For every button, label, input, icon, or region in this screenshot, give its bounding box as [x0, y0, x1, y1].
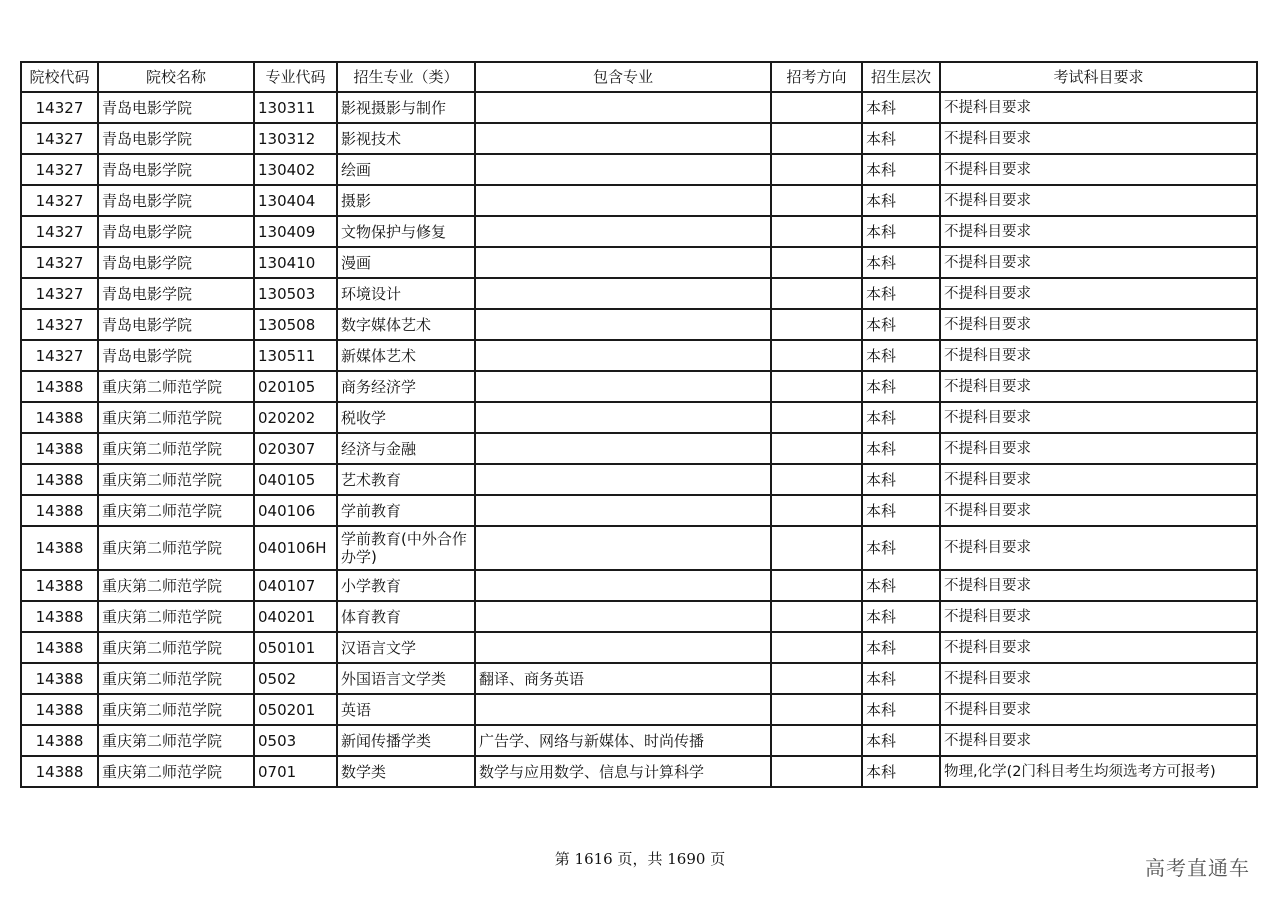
cell-subject-requirement: 不提科目要求 — [940, 92, 1257, 123]
cell-major-code: 020105 — [254, 371, 337, 402]
cell-major: 摄影 — [337, 185, 475, 216]
cell-major: 税收学 — [337, 402, 475, 433]
cell-direction — [771, 340, 862, 371]
table-body — [21, 92, 1257, 787]
cell-school-name: 青岛电影学院 — [98, 309, 254, 340]
cell-school-name: 青岛电影学院 — [98, 247, 254, 278]
cell-included-majors — [475, 247, 771, 278]
cell-subject-requirement: 不提科目要求 — [940, 570, 1257, 601]
cell-level: 本科 — [862, 756, 940, 787]
cell-subject-requirement: 不提科目要求 — [940, 663, 1257, 694]
cell-direction — [771, 570, 862, 601]
cell-school-code: 14327 — [21, 185, 98, 216]
cell-level: 本科 — [862, 402, 940, 433]
cell-direction — [771, 309, 862, 340]
cell-subject-requirement: 不提科目要求 — [940, 371, 1257, 402]
cell-major-code: 040201 — [254, 601, 337, 632]
cell-direction — [771, 154, 862, 185]
cell-included-majors — [475, 309, 771, 340]
cell-major: 汉语言文学 — [337, 632, 475, 663]
cell-major-code: 130311 — [254, 92, 337, 123]
cell-included-majors — [475, 340, 771, 371]
table-row — [21, 464, 1257, 495]
cell-level: 本科 — [862, 570, 940, 601]
header-subject-requirement: 考试科目要求 — [940, 62, 1257, 92]
cell-major-code: 050101 — [254, 632, 337, 663]
cell-major: 新媒体艺术 — [337, 340, 475, 371]
cell-major: 经济与金融 — [337, 433, 475, 464]
cell-school-code: 14388 — [21, 725, 98, 756]
cell-school-code: 14327 — [21, 154, 98, 185]
cell-major: 环境设计 — [337, 278, 475, 309]
cell-major: 外国语言文学类 — [337, 663, 475, 694]
cell-major-code: 0701 — [254, 756, 337, 787]
cell-major: 英语 — [337, 694, 475, 725]
header-level: 招生层次 — [862, 62, 940, 92]
cell-school-name: 重庆第二师范学院 — [98, 663, 254, 694]
cell-school-name: 重庆第二师范学院 — [98, 725, 254, 756]
cell-level: 本科 — [862, 632, 940, 663]
table-row — [21, 340, 1257, 371]
cell-subject-requirement: 不提科目要求 — [940, 185, 1257, 216]
cell-level: 本科 — [862, 154, 940, 185]
cell-subject-requirement: 不提科目要求 — [940, 309, 1257, 340]
cell-school-code: 14388 — [21, 632, 98, 663]
cell-major-code: 130402 — [254, 154, 337, 185]
cell-included-majors — [475, 570, 771, 601]
table-row — [21, 371, 1257, 402]
cell-school-code: 14327 — [21, 309, 98, 340]
cell-school-name: 重庆第二师范学院 — [98, 756, 254, 787]
cell-major: 影视技术 — [337, 123, 475, 154]
cell-included-majors — [475, 601, 771, 632]
cell-direction — [771, 663, 862, 694]
cell-included-majors — [475, 154, 771, 185]
cell-direction — [771, 92, 862, 123]
cell-direction — [771, 278, 862, 309]
cell-level: 本科 — [862, 495, 940, 526]
cell-major: 小学教育 — [337, 570, 475, 601]
table-row — [21, 216, 1257, 247]
page-number: 第 1616 页，共 1690 页 — [554, 850, 726, 868]
cell-included-majors — [475, 371, 771, 402]
cell-major-code: 020202 — [254, 402, 337, 433]
cell-school-name: 重庆第二师范学院 — [98, 570, 254, 601]
cell-included-majors: 数学与应用数学、信息与计算科学 — [475, 756, 771, 787]
cell-level: 本科 — [862, 340, 940, 371]
cell-school-code: 14327 — [21, 247, 98, 278]
cell-included-majors — [475, 433, 771, 464]
cell-major-code: 130511 — [254, 340, 337, 371]
cell-level: 本科 — [862, 725, 940, 756]
cell-school-name: 重庆第二师范学院 — [98, 601, 254, 632]
table-row — [21, 247, 1257, 278]
cell-level: 本科 — [862, 92, 940, 123]
cell-school-name: 重庆第二师范学院 — [98, 402, 254, 433]
cell-subject-requirement: 不提科目要求 — [940, 402, 1257, 433]
cell-major: 学前教育 — [337, 495, 475, 526]
cell-school-code: 14327 — [21, 92, 98, 123]
cell-school-name: 青岛电影学院 — [98, 123, 254, 154]
table-row — [21, 92, 1257, 123]
cell-subject-requirement: 不提科目要求 — [940, 123, 1257, 154]
cell-school-code: 14327 — [21, 340, 98, 371]
cell-major-code: 0502 — [254, 663, 337, 694]
cell-included-majors: 翻译、商务英语 — [475, 663, 771, 694]
cell-school-code: 14327 — [21, 278, 98, 309]
header-school-code: 院校代码 — [21, 62, 98, 92]
cell-major: 文物保护与修复 — [337, 216, 475, 247]
cell-level: 本科 — [862, 185, 940, 216]
cell-major-code: 130410 — [254, 247, 337, 278]
header-major-code: 专业代码 — [254, 62, 337, 92]
table-row — [21, 694, 1257, 725]
cell-subject-requirement: 不提科目要求 — [940, 526, 1257, 570]
cell-major: 商务经济学 — [337, 371, 475, 402]
cell-level: 本科 — [862, 123, 940, 154]
cell-school-code: 14388 — [21, 495, 98, 526]
cell-school-name: 重庆第二师范学院 — [98, 526, 254, 570]
table-row — [21, 402, 1257, 433]
cell-direction — [771, 526, 862, 570]
cell-major-code: 130409 — [254, 216, 337, 247]
cell-major-code: 0503 — [254, 725, 337, 756]
cell-level: 本科 — [862, 309, 940, 340]
cell-major: 漫画 — [337, 247, 475, 278]
cell-major-code: 130503 — [254, 278, 337, 309]
cell-included-majors — [475, 495, 771, 526]
cell-school-name: 重庆第二师范学院 — [98, 433, 254, 464]
cell-major-code: 040107 — [254, 570, 337, 601]
cell-school-code: 14327 — [21, 216, 98, 247]
table-row — [21, 433, 1257, 464]
cell-direction — [771, 632, 862, 663]
cell-level: 本科 — [862, 433, 940, 464]
cell-direction — [771, 495, 862, 526]
cell-subject-requirement: 不提科目要求 — [940, 464, 1257, 495]
cell-subject-requirement: 不提科目要求 — [940, 216, 1257, 247]
cell-subject-requirement: 不提科目要求 — [940, 433, 1257, 464]
cell-included-majors — [475, 278, 771, 309]
cell-school-name: 青岛电影学院 — [98, 154, 254, 185]
cell-school-name: 青岛电影学院 — [98, 216, 254, 247]
table-row — [21, 632, 1257, 663]
cell-school-code: 14388 — [21, 371, 98, 402]
cell-major-code: 050201 — [254, 694, 337, 725]
cell-major-code: 020307 — [254, 433, 337, 464]
cell-subject-requirement: 不提科目要求 — [940, 495, 1257, 526]
cell-included-majors — [475, 185, 771, 216]
cell-school-code: 14388 — [21, 402, 98, 433]
cell-major-code: 040106H — [254, 526, 337, 570]
cell-subject-requirement: 不提科目要求 — [940, 601, 1257, 632]
table-row — [21, 123, 1257, 154]
cell-direction — [771, 123, 862, 154]
cell-subject-requirement: 不提科目要求 — [940, 694, 1257, 725]
watermark: 高考直通车 — [1145, 856, 1250, 880]
cell-school-code: 14388 — [21, 433, 98, 464]
cell-subject-requirement: 不提科目要求 — [940, 154, 1257, 185]
table-row — [21, 154, 1257, 185]
cell-direction — [771, 464, 862, 495]
cell-subject-requirement: 不提科目要求 — [940, 632, 1257, 663]
cell-subject-requirement: 物理,化学(2门科目考生均须选考方可报考) — [940, 756, 1257, 787]
cell-major: 新闻传播学类 — [337, 725, 475, 756]
cell-major-code: 130312 — [254, 123, 337, 154]
cell-school-code: 14388 — [21, 756, 98, 787]
cell-direction — [771, 371, 862, 402]
table-row — [21, 526, 1257, 570]
cell-school-code: 14327 — [21, 123, 98, 154]
cell-level: 本科 — [862, 663, 940, 694]
table-row — [21, 495, 1257, 526]
cell-major-code: 040105 — [254, 464, 337, 495]
cell-school-name: 青岛电影学院 — [98, 278, 254, 309]
cell-major-code: 130508 — [254, 309, 337, 340]
cell-subject-requirement: 不提科目要求 — [940, 725, 1257, 756]
cell-school-name: 重庆第二师范学院 — [98, 495, 254, 526]
cell-school-code: 14388 — [21, 663, 98, 694]
table-row — [21, 570, 1257, 601]
cell-major: 数字媒体艺术 — [337, 309, 475, 340]
table-row — [21, 185, 1257, 216]
header-school-name: 院校名称 — [98, 62, 254, 92]
cell-major: 影视摄影与制作 — [337, 92, 475, 123]
table-row — [21, 601, 1257, 632]
header-row — [21, 62, 1257, 92]
cell-school-code: 14388 — [21, 694, 98, 725]
cell-major-code: 130404 — [254, 185, 337, 216]
cell-level: 本科 — [862, 464, 940, 495]
admissions-table — [20, 61, 1258, 788]
cell-major: 学前教育(中外合作办学) — [337, 526, 475, 570]
header-major: 招生专业（类） — [337, 62, 475, 92]
cell-school-name: 重庆第二师范学院 — [98, 464, 254, 495]
cell-level: 本科 — [862, 216, 940, 247]
cell-included-majors — [475, 694, 771, 725]
table-row — [21, 725, 1257, 756]
cell-school-name: 青岛电影学院 — [98, 92, 254, 123]
cell-school-code: 14388 — [21, 526, 98, 570]
cell-direction — [771, 247, 862, 278]
cell-school-name: 重庆第二师范学院 — [98, 371, 254, 402]
header-direction: 招考方向 — [771, 62, 862, 92]
cell-school-code: 14388 — [21, 601, 98, 632]
cell-included-majors — [475, 526, 771, 570]
table-row — [21, 278, 1257, 309]
cell-included-majors — [475, 216, 771, 247]
cell-major: 体育教育 — [337, 601, 475, 632]
table-row — [21, 756, 1257, 787]
cell-subject-requirement: 不提科目要求 — [940, 278, 1257, 309]
cell-direction — [771, 216, 862, 247]
cell-level: 本科 — [862, 371, 940, 402]
cell-direction — [771, 694, 862, 725]
cell-included-majors — [475, 464, 771, 495]
cell-subject-requirement: 不提科目要求 — [940, 247, 1257, 278]
cell-direction — [771, 185, 862, 216]
cell-included-majors — [475, 402, 771, 433]
cell-direction — [771, 756, 862, 787]
cell-level: 本科 — [862, 694, 940, 725]
table-row — [21, 309, 1257, 340]
cell-major: 绘画 — [337, 154, 475, 185]
cell-included-majors — [475, 123, 771, 154]
cell-major: 艺术教育 — [337, 464, 475, 495]
cell-direction — [771, 601, 862, 632]
cell-level: 本科 — [862, 247, 940, 278]
cell-school-name: 重庆第二师范学院 — [98, 632, 254, 663]
cell-direction — [771, 402, 862, 433]
table-row — [21, 663, 1257, 694]
header-included-majors: 包含专业 — [475, 62, 771, 92]
cell-included-majors — [475, 632, 771, 663]
cell-school-name: 重庆第二师范学院 — [98, 694, 254, 725]
cell-school-name: 青岛电影学院 — [98, 340, 254, 371]
cell-level: 本科 — [862, 601, 940, 632]
cell-direction — [771, 725, 862, 756]
cell-level: 本科 — [862, 278, 940, 309]
cell-major-code: 040106 — [254, 495, 337, 526]
cell-level: 本科 — [862, 526, 940, 570]
cell-included-majors — [475, 92, 771, 123]
cell-subject-requirement: 不提科目要求 — [940, 340, 1257, 371]
cell-direction — [771, 433, 862, 464]
cell-school-code: 14388 — [21, 464, 98, 495]
cell-school-name: 青岛电影学院 — [98, 185, 254, 216]
cell-major: 数学类 — [337, 756, 475, 787]
cell-school-code: 14388 — [21, 570, 98, 601]
cell-included-majors: 广告学、网络与新媒体、时尚传播 — [475, 725, 771, 756]
